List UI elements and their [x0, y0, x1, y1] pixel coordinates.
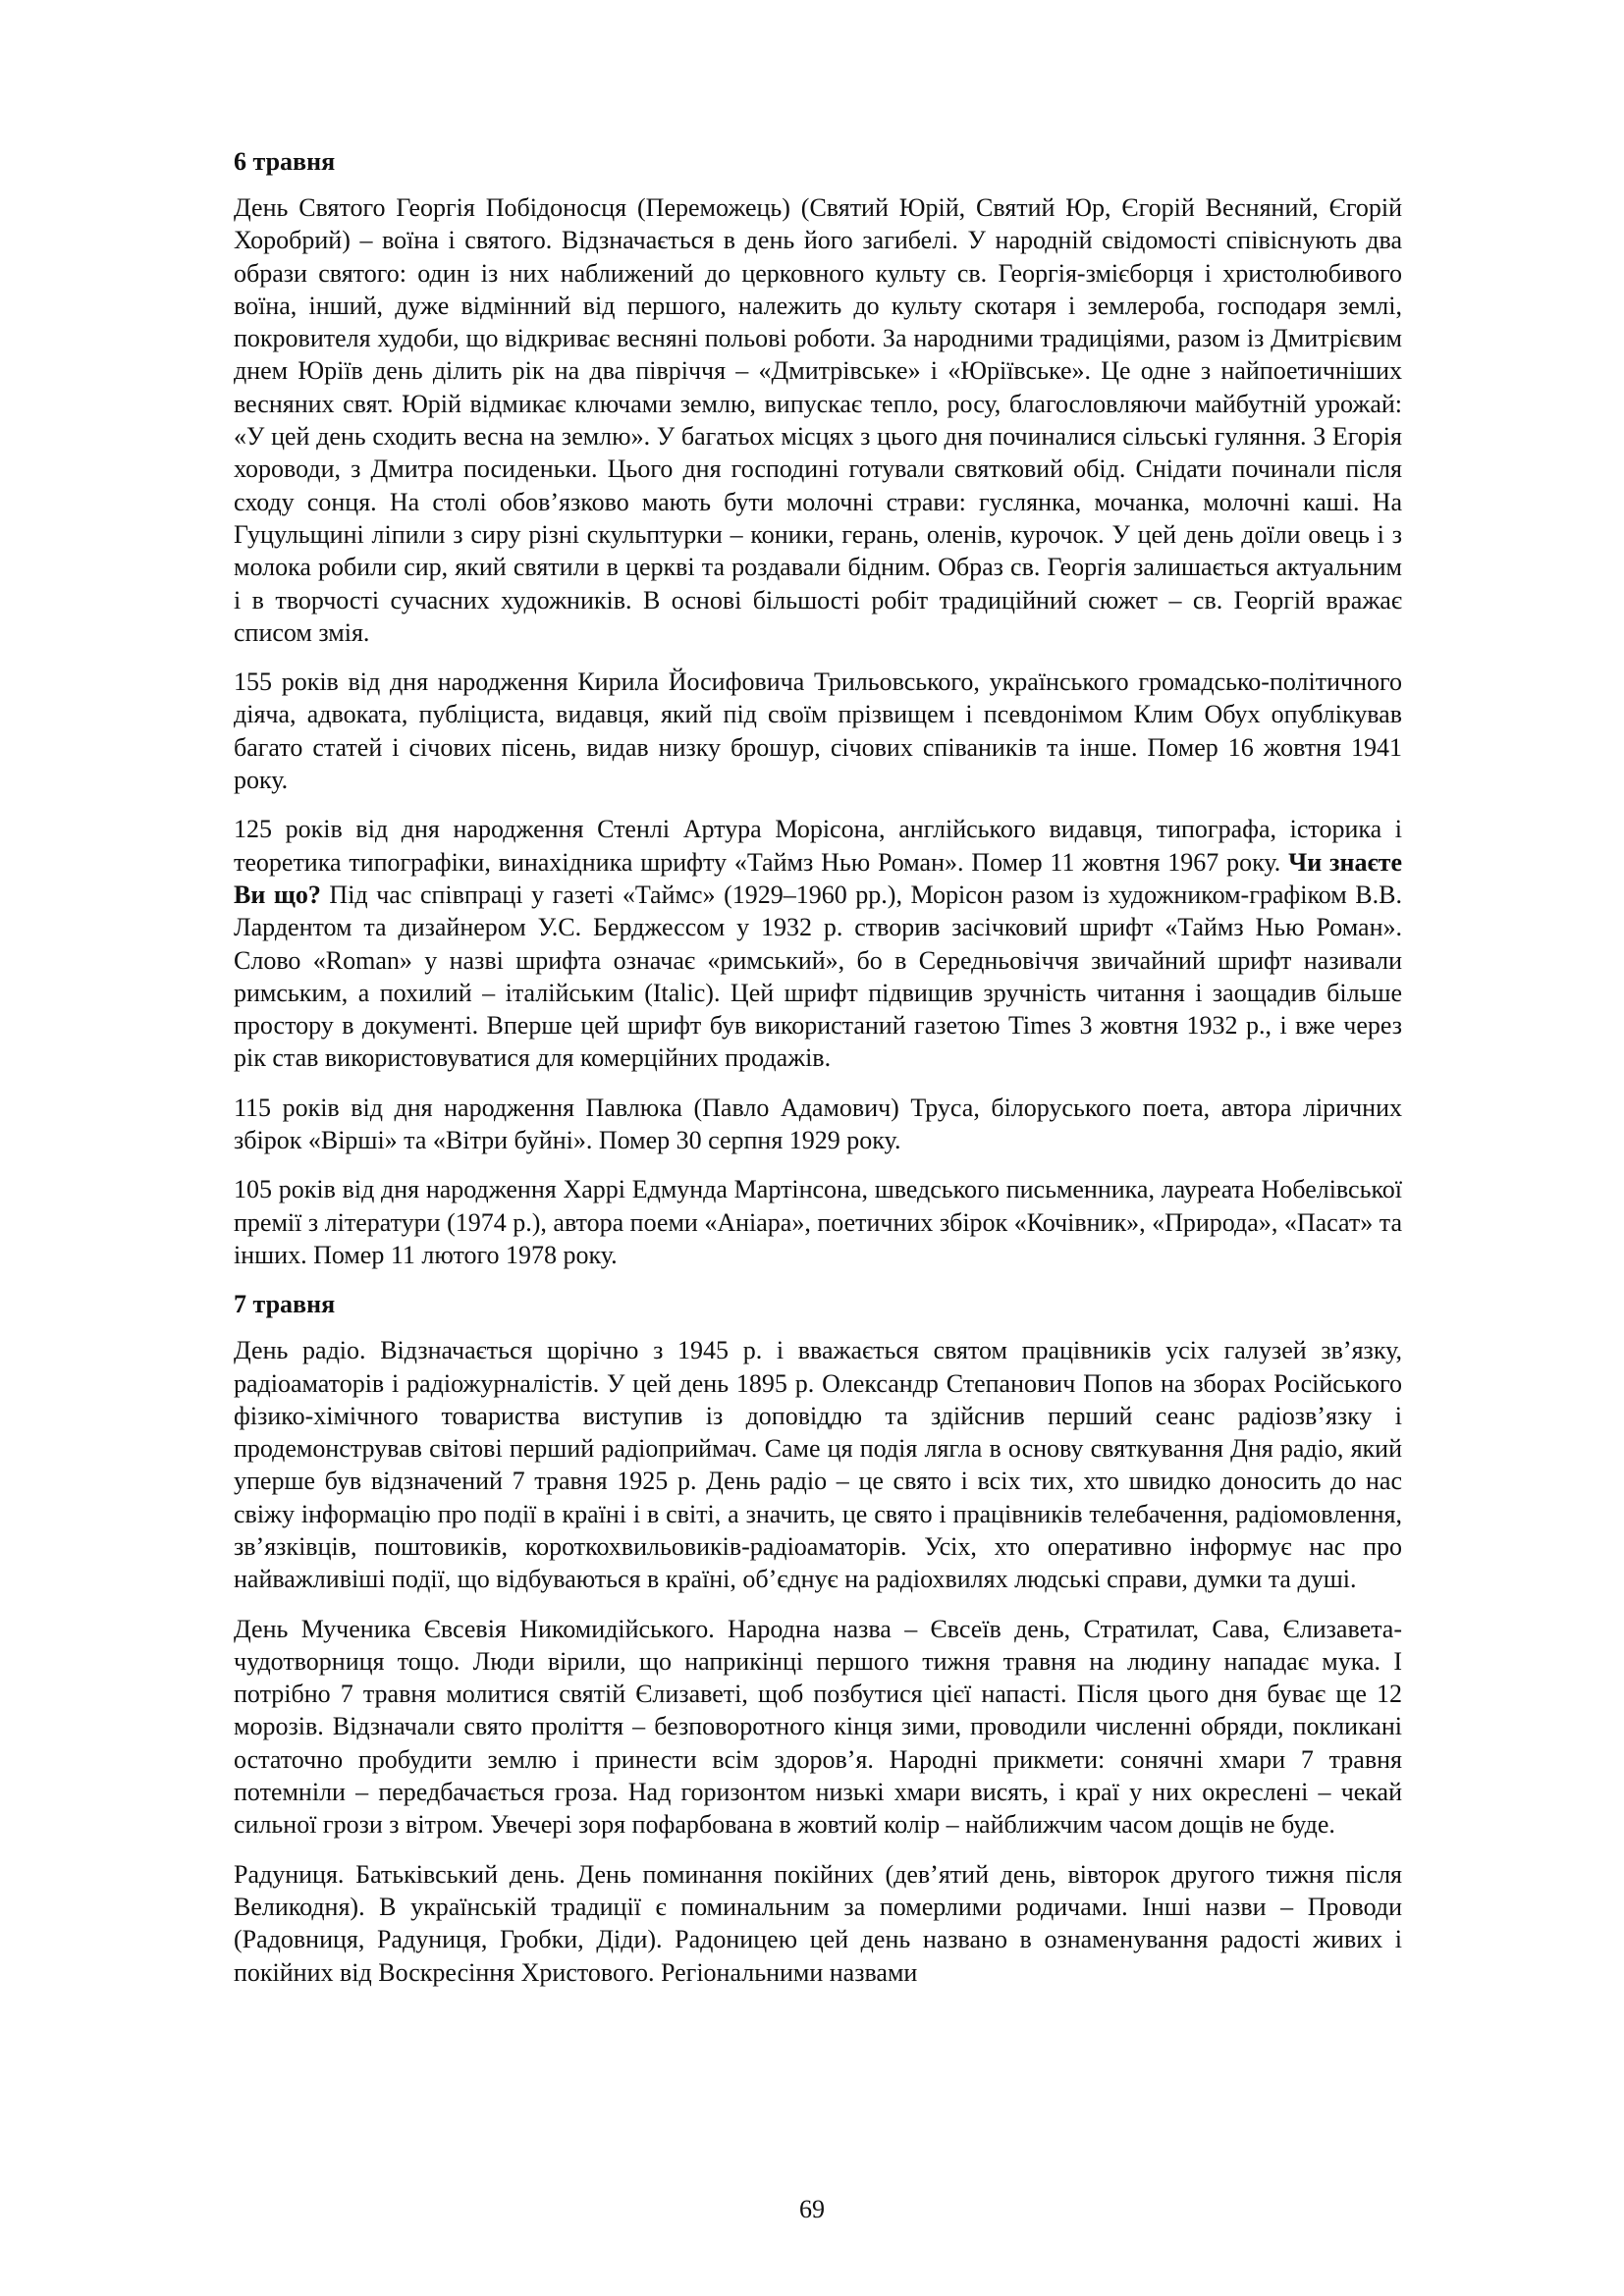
section-may-7 — [234, 1288, 1402, 1989]
paragraph-trus: 115 років від дня народження Павлюка (Павло Адамович) Труса, білоруського поета, автора ліричних збірок «Вірші» та «Вітри буйні». Помер 30 серпня 1929 року. — [234, 1093, 1402, 1155]
section-may-6 — [234, 145, 1402, 1271]
did-you-know-label: Чи знаєте Ви що? — [234, 847, 1402, 909]
paragraph-radunytsia: Радуниця. Батьківський день. День поминання покійних (дев’ятий день, вівторок другого тижня після Великодня). В українській традиції є поминальним за померлими родичами. Інші назви – Проводи (Радовниця, Радуниця, Гробки, Діди). Радоницею цей день названо в ознаменування радості живих і покійних від Воскресіння Христового. Регіональними назвами — [234, 1859, 1402, 1987]
paragraph-radio-day: День радіо. Відзначається щорічно з 1945 р. і вважається святом працівників усіх галузей зв’язку, радіоаматорів і радіожурналістів. У цей день 1895 р. Олександр Степанович Попов на зборах Російського фізико-хімічного товариства виступив із доповіддю та здійснив перший сеанс радіозв’язку і продемонстрував світові перший радіоприймач. Саме ця подія лягла в основу святкування Дня радіо, який уперше був відзначений 7 травня 1925 р. День радіо – це свято і всіх тих, хто швидко доносить до нас свіжу інформацію про події в країні і в світі, а значить, це свято і працівників телебачення, радіомовлення, зв’язківців, поштовиків, короткохвильовиків-радіоаматорів. Усіх, хто оперативно інформує нас про найважливіші події, що відбуваються в країні, об’єднує на радіохвилях людські справи, думки та душі. — [234, 1336, 1402, 1594]
paragraph-text: 125 років від дня народження Стенлі Артура Морісона, англійського видавця, типографа, історика і теоретика типографіки, винахідника шрифту «Таймз Нью Роман». Помер 11 жовтня 1967 року. — [234, 815, 1402, 877]
paragraph-martinson: 105 років від дня народження Харрі Едмунда Мартінсона, шведського письменника, лауреата Нобелівської премії з літератури (1974 р.), автора поеми «Аніара», поетичних збірок «Кочівник», «Природа», «Пасат» та інших. Помер 11 лютого 1978 року. — [234, 1175, 1402, 1269]
page-number: 69 — [799, 2195, 825, 2223]
section-heading: 7 травня — [234, 1290, 336, 1319]
paragraph-eusebius-day: День Мученика Євсевія Никомидійського. Народна назва – Євсеїв день, Стратилат, Сава, Єлизавета-чудотворниця тощо. Люди вірили, що наприкінці першого тижня травня на людину нападає мука. І потрібно 7 травня молитися святій Єлизаветі, щоб позбутися цієї напасті. Після цього дня буває ще 12 морозів. Відзначали свято проліття – безповоротного кінця зими, проводили численні обряди, покликані остаточно пробудити землю і принести всім здоров’я. Народні прикмети: сонячні хмари 7 травня потемніли – передбачається гроза. Над горизонтом низькі хмари висять, і краї у них окреслені – чекай сильної грози з вітром. Увечері зоря пофарбована в жовтий колір – найближчим часом дощів не буде. — [234, 1614, 1402, 1840]
document-page — [234, 145, 1402, 2005]
paragraph-st-george-day: День Святого Георгія Побідоносця (Переможець) (Святий Юрій, Святий Юр, Єгорій Весняний, Єгорій Хоробрий) – воїна і святого. Відзначається в день його загибелі. У народній свідомості співіснують два образи святого: один із них наближений до церковного культу св. Георгія-змієборця і христолюбивого воїна, інший, дуже відмінний від першого, належить до культу скотаря і землероба, господаря землі, покровителя худоби, що відкриває весняні польові роботи. За народними традиціями, разом із Дмитрієвим днем Юріїв день ділить рік на два півріччя – «Дмитрівське» і «Юріївське». Це одне з найпоетичніших весняних свят. Юрій відмикає ключами землю, випускає тепло, росу, благословляючи майбутній урожай: «У цей день сходить весна на землю». У багатьох місцях з цього дня починалися сільські гуляння. З Егорія хороводи, з Дмитра посиденьки. Цього дня господині готували святковий обід. Снідати починали після сходу сонця. На столі обов’язково мають бути молочні страви: гуслянка, мочанка, молочні каші. На Гуцульщині ліпили з сиру різні скульптурки – коники, герань, оленів, курочок. У цей день доїли овець і з молока робили сир, який святили в церкві та роздавали бідним. Образ св. Георгія залишається актуальним і в творчості сучасних художників. В основі більшості робіт традиційний сюжет – св. Георгій вражає списом змія. — [234, 193, 1402, 647]
paragraph-trylovsky: 155 років від дня народження Кирила Йосифовича Трильовського, українського громадсько-політичного діяча, адвоката, публіциста, видавця, який під своїм прізвищем і псевдонімом Клим Обух опублікував багато статей і січових пісень, видав низку брошур, січових співаників та інше. Помер 16 жовтня 1941 року. — [234, 667, 1402, 795]
paragraph-text: Під час співпраці у газеті «Таймс» (1929–1960 рр.), Морісон разом із художником-графіком В.В. Лардентом та дизайнером У.С. Берджессом у 1932 р. створив засічковий шрифт «Таймз Нью Роман». Слово «Roman» у назві шрифта означає «римський», бо в Середньовіччя звичайний шрифт називали римським, а похилий – італійським (Italic). Цей шрифт підвищив зручність читання і заощадив більше простору в документі. Вперше цей шрифт був використаний газетою Times 3 жовтня 1932 р., і вже через рік став використовуватися для комерційних продажів. — [234, 880, 1402, 1073]
paragraph-morison — [234, 813, 1402, 1074]
section-heading: 6 травня — [234, 147, 336, 176]
